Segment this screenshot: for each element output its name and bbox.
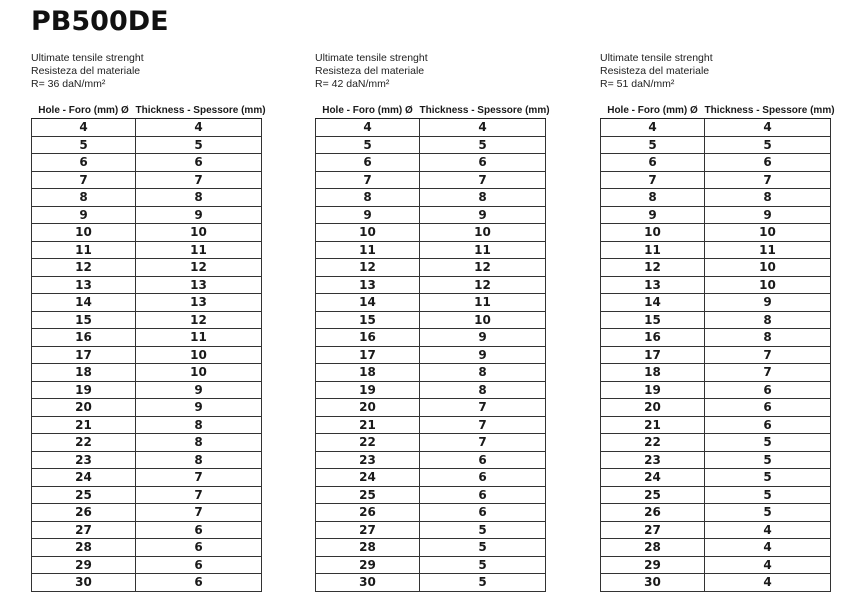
info-line-material: Resisteza del materiale	[315, 65, 425, 77]
thickness-cell: 12	[136, 259, 262, 277]
thickness-cell: 9	[420, 206, 546, 224]
hole-cell: 12	[32, 259, 136, 277]
thickness-cell: 6	[136, 154, 262, 172]
hole-cell: 27	[316, 521, 420, 539]
thickness-cell: 5	[420, 539, 546, 557]
hole-cell: 5	[601, 136, 705, 154]
table-row	[316, 539, 546, 557]
thickness-cell: 10	[420, 224, 546, 242]
thickness-cell: 9	[136, 399, 262, 417]
thickness-cell: 5	[420, 556, 546, 574]
hole-cell: 19	[316, 381, 420, 399]
thickness-cell: 8	[136, 451, 262, 469]
table-row	[32, 171, 262, 189]
hole-cell: 16	[316, 329, 420, 347]
thickness-cell: 6	[705, 416, 831, 434]
hole-cell: 13	[32, 276, 136, 294]
table-row	[601, 294, 831, 312]
table-row	[316, 241, 546, 259]
table-row	[601, 574, 831, 592]
table-row	[316, 189, 546, 207]
table-row	[316, 504, 546, 522]
thickness-cell: 9	[705, 294, 831, 312]
thickness-cell: 8	[420, 381, 546, 399]
hole-cell: 12	[316, 259, 420, 277]
thickness-table	[31, 104, 266, 592]
thickness-cell: 6	[705, 381, 831, 399]
thickness-cell: 10	[136, 364, 262, 382]
table-row	[316, 469, 546, 487]
thickness-cell: 5	[705, 434, 831, 452]
table-row	[601, 416, 831, 434]
thickness-cell: 8	[420, 364, 546, 382]
hole-cell: 6	[601, 154, 705, 172]
hole-cell: 26	[32, 504, 136, 522]
table-row	[601, 136, 831, 154]
hole-cell: 25	[316, 486, 420, 504]
table-row	[316, 521, 546, 539]
thickness-cell: 10	[705, 224, 831, 242]
table-row	[601, 189, 831, 207]
thickness-cell: 4	[705, 539, 831, 557]
hole-cell: 26	[316, 504, 420, 522]
table-row	[316, 311, 546, 329]
hole-cell: 15	[32, 311, 136, 329]
hole-cell: 17	[316, 346, 420, 364]
hole-cell: 10	[601, 224, 705, 242]
table-row	[601, 521, 831, 539]
hole-cell: 20	[316, 399, 420, 417]
hole-cell: 7	[601, 171, 705, 189]
table-row	[32, 416, 262, 434]
thickness-cell: 5	[705, 469, 831, 487]
thickness-cell: 10	[136, 346, 262, 364]
table-row	[32, 119, 262, 137]
thickness-cell: 9	[705, 206, 831, 224]
hole-cell: 9	[316, 206, 420, 224]
hole-cell: 28	[32, 539, 136, 557]
hole-cell: 22	[601, 434, 705, 452]
hole-cell: 30	[601, 574, 705, 592]
hole-cell: 5	[32, 136, 136, 154]
thickness-cell: 6	[136, 539, 262, 557]
thickness-table	[600, 104, 835, 592]
table-row	[601, 381, 831, 399]
thickness-cell: 6	[705, 154, 831, 172]
hole-cell: 30	[32, 574, 136, 592]
table-row	[601, 154, 831, 172]
hole-cell: 15	[601, 311, 705, 329]
thickness-cell: 8	[136, 434, 262, 452]
hole-cell: 11	[601, 241, 705, 259]
header-thickness: Thickness - Spessore (mm)	[136, 104, 262, 119]
hole-cell: 30	[316, 574, 420, 592]
header-thickness: Thickness - Spessore (mm)	[420, 104, 546, 119]
hole-cell: 20	[32, 399, 136, 417]
info-line-material: Resisteza del materiale	[31, 65, 141, 77]
thickness-cell: 7	[136, 171, 262, 189]
table-row	[316, 381, 546, 399]
thickness-cell: 8	[705, 311, 831, 329]
table-row	[32, 451, 262, 469]
thickness-cell: 13	[136, 276, 262, 294]
table-row	[32, 259, 262, 277]
thickness-cell: 5	[705, 451, 831, 469]
hole-cell: 24	[32, 469, 136, 487]
table-row	[601, 486, 831, 504]
table-block-r51	[600, 52, 835, 592]
table-row	[32, 276, 262, 294]
table-row	[316, 171, 546, 189]
hole-cell: 26	[601, 504, 705, 522]
header-hole: Hole - Foro (mm) Ø	[316, 104, 420, 119]
thickness-cell: 7	[420, 171, 546, 189]
thickness-cell: 4	[136, 119, 262, 137]
hole-cell: 8	[316, 189, 420, 207]
hole-cell: 24	[601, 469, 705, 487]
hole-cell: 25	[601, 486, 705, 504]
table-row	[316, 574, 546, 592]
table-row	[32, 224, 262, 242]
table-row	[601, 171, 831, 189]
hole-cell: 21	[32, 416, 136, 434]
thickness-cell: 12	[420, 259, 546, 277]
thickness-cell: 6	[136, 521, 262, 539]
thickness-cell: 7	[420, 399, 546, 417]
table-row	[316, 259, 546, 277]
table-row	[32, 574, 262, 592]
thickness-cell: 4	[705, 556, 831, 574]
thickness-cell: 7	[705, 364, 831, 382]
hole-cell: 29	[32, 556, 136, 574]
table-block-r42	[315, 52, 550, 592]
table-row	[601, 451, 831, 469]
thickness-cell: 9	[420, 329, 546, 347]
table-row	[601, 556, 831, 574]
thickness-cell: 8	[136, 189, 262, 207]
thickness-cell: 11	[705, 241, 831, 259]
hole-cell: 22	[32, 434, 136, 452]
header-hole: Hole - Foro (mm) Ø	[601, 104, 705, 119]
hole-cell: 8	[32, 189, 136, 207]
info-line-material: Resisteza del materiale	[600, 65, 710, 77]
hole-cell: 28	[601, 539, 705, 557]
table-row	[32, 206, 262, 224]
thickness-cell: 9	[420, 346, 546, 364]
thickness-cell: 6	[136, 574, 262, 592]
hole-cell: 29	[601, 556, 705, 574]
table-row	[601, 399, 831, 417]
table-row	[316, 486, 546, 504]
hole-cell: 12	[601, 259, 705, 277]
table-row	[32, 364, 262, 382]
table-row	[601, 224, 831, 242]
thickness-cell: 8	[420, 189, 546, 207]
table-row	[32, 399, 262, 417]
hole-cell: 22	[316, 434, 420, 452]
table-row	[316, 276, 546, 294]
table-row	[316, 119, 546, 137]
table-row	[32, 294, 262, 312]
thickness-cell: 11	[420, 294, 546, 312]
thickness-cell: 6	[420, 469, 546, 487]
table-row	[32, 521, 262, 539]
hole-cell: 14	[32, 294, 136, 312]
info-line-resistance: R= 36 daN/mm²	[31, 78, 106, 90]
hole-cell: 25	[32, 486, 136, 504]
thickness-cell: 6	[420, 486, 546, 504]
thickness-cell: 10	[420, 311, 546, 329]
thickness-cell: 4	[705, 119, 831, 137]
info-line-tensile: Ultimate tensile strenght	[31, 52, 144, 64]
header-thickness: Thickness - Spessore (mm)	[705, 104, 831, 119]
info-line-resistance: R= 42 daN/mm²	[315, 78, 390, 90]
thickness-cell: 6	[420, 154, 546, 172]
thickness-cell: 5	[420, 521, 546, 539]
hole-cell: 19	[32, 381, 136, 399]
hole-cell: 17	[32, 346, 136, 364]
hole-cell: 19	[601, 381, 705, 399]
material-info	[600, 52, 830, 91]
table-row	[316, 224, 546, 242]
table-row	[316, 329, 546, 347]
hole-cell: 23	[32, 451, 136, 469]
hole-cell: 16	[601, 329, 705, 347]
hole-cell: 13	[601, 276, 705, 294]
hole-cell: 11	[316, 241, 420, 259]
table-row	[601, 259, 831, 277]
table-row	[32, 346, 262, 364]
table-row	[601, 241, 831, 259]
thickness-cell: 5	[705, 504, 831, 522]
table-row	[601, 469, 831, 487]
thickness-cell: 7	[420, 434, 546, 452]
hole-cell: 21	[316, 416, 420, 434]
hole-cell: 18	[32, 364, 136, 382]
table-row	[316, 206, 546, 224]
hole-cell: 24	[316, 469, 420, 487]
thickness-cell: 4	[705, 521, 831, 539]
thickness-cell: 4	[705, 574, 831, 592]
table-block-r36	[31, 52, 266, 592]
info-line-resistance: R= 51 daN/mm²	[600, 78, 675, 90]
table-row	[32, 241, 262, 259]
page-title: PB500DE	[31, 6, 169, 37]
thickness-cell: 8	[705, 329, 831, 347]
table-row	[32, 486, 262, 504]
table-row	[316, 434, 546, 452]
table-row	[601, 311, 831, 329]
thickness-cell: 5	[420, 574, 546, 592]
hole-cell: 10	[32, 224, 136, 242]
table-row	[316, 346, 546, 364]
thickness-cell: 8	[136, 416, 262, 434]
table-row	[32, 504, 262, 522]
table-row	[601, 276, 831, 294]
hole-cell: 6	[32, 154, 136, 172]
thickness-table	[315, 104, 550, 592]
hole-cell: 8	[601, 189, 705, 207]
thickness-cell: 5	[420, 136, 546, 154]
table-row	[32, 381, 262, 399]
table-row	[32, 311, 262, 329]
table-row	[601, 364, 831, 382]
material-info	[31, 52, 261, 91]
table-row	[32, 556, 262, 574]
table-row	[316, 556, 546, 574]
table-row	[601, 329, 831, 347]
thickness-cell: 7	[136, 486, 262, 504]
hole-cell: 27	[601, 521, 705, 539]
hole-cell: 4	[32, 119, 136, 137]
hole-cell: 5	[316, 136, 420, 154]
hole-cell: 29	[316, 556, 420, 574]
table-row	[316, 399, 546, 417]
thickness-cell: 7	[420, 416, 546, 434]
table-row	[601, 119, 831, 137]
table-row	[601, 504, 831, 522]
table-row	[601, 346, 831, 364]
hole-cell: 7	[316, 171, 420, 189]
hole-cell: 10	[316, 224, 420, 242]
table-row	[32, 469, 262, 487]
table-row	[601, 539, 831, 557]
hole-cell: 17	[601, 346, 705, 364]
thickness-cell: 5	[705, 136, 831, 154]
hole-cell: 28	[316, 539, 420, 557]
table-row	[316, 416, 546, 434]
material-info	[315, 52, 545, 91]
table-row	[32, 189, 262, 207]
table-row	[316, 294, 546, 312]
hole-cell: 23	[316, 451, 420, 469]
thickness-cell: 7	[705, 171, 831, 189]
table-row	[601, 206, 831, 224]
thickness-cell: 7	[136, 469, 262, 487]
thickness-cell: 13	[136, 294, 262, 312]
hole-cell: 9	[32, 206, 136, 224]
thickness-cell: 11	[136, 241, 262, 259]
hole-cell: 23	[601, 451, 705, 469]
table-row	[316, 154, 546, 172]
hole-cell: 14	[601, 294, 705, 312]
thickness-cell: 9	[136, 206, 262, 224]
thickness-cell: 6	[136, 556, 262, 574]
hole-cell: 13	[316, 276, 420, 294]
thickness-cell: 10	[705, 259, 831, 277]
thickness-cell: 7	[705, 346, 831, 364]
thickness-cell: 12	[420, 276, 546, 294]
hole-cell: 27	[32, 521, 136, 539]
hole-cell: 4	[316, 119, 420, 137]
thickness-cell: 6	[705, 399, 831, 417]
thickness-cell: 5	[136, 136, 262, 154]
thickness-cell: 7	[136, 504, 262, 522]
thickness-cell: 8	[705, 189, 831, 207]
table-row	[316, 364, 546, 382]
hole-cell: 6	[316, 154, 420, 172]
hole-cell: 4	[601, 119, 705, 137]
hole-cell: 14	[316, 294, 420, 312]
thickness-cell: 5	[705, 486, 831, 504]
hole-cell: 18	[316, 364, 420, 382]
hole-cell: 11	[32, 241, 136, 259]
table-row	[32, 434, 262, 452]
header-hole: Hole - Foro (mm) Ø	[32, 104, 136, 119]
table-row	[601, 434, 831, 452]
table-row	[316, 136, 546, 154]
hole-cell: 7	[32, 171, 136, 189]
info-line-tensile: Ultimate tensile strenght	[315, 52, 428, 64]
info-line-tensile: Ultimate tensile strenght	[600, 52, 713, 64]
table-row	[32, 539, 262, 557]
thickness-cell: 9	[136, 381, 262, 399]
hole-cell: 15	[316, 311, 420, 329]
thickness-cell: 10	[136, 224, 262, 242]
thickness-cell: 4	[420, 119, 546, 137]
table-row	[32, 136, 262, 154]
table-row	[316, 451, 546, 469]
thickness-cell: 12	[136, 311, 262, 329]
table-row	[32, 329, 262, 347]
hole-cell: 9	[601, 206, 705, 224]
hole-cell: 21	[601, 416, 705, 434]
hole-cell: 20	[601, 399, 705, 417]
hole-cell: 16	[32, 329, 136, 347]
table-row	[32, 154, 262, 172]
thickness-cell: 11	[420, 241, 546, 259]
thickness-cell: 6	[420, 504, 546, 522]
thickness-cell: 10	[705, 276, 831, 294]
thickness-cell: 11	[136, 329, 262, 347]
thickness-cell: 6	[420, 451, 546, 469]
hole-cell: 18	[601, 364, 705, 382]
